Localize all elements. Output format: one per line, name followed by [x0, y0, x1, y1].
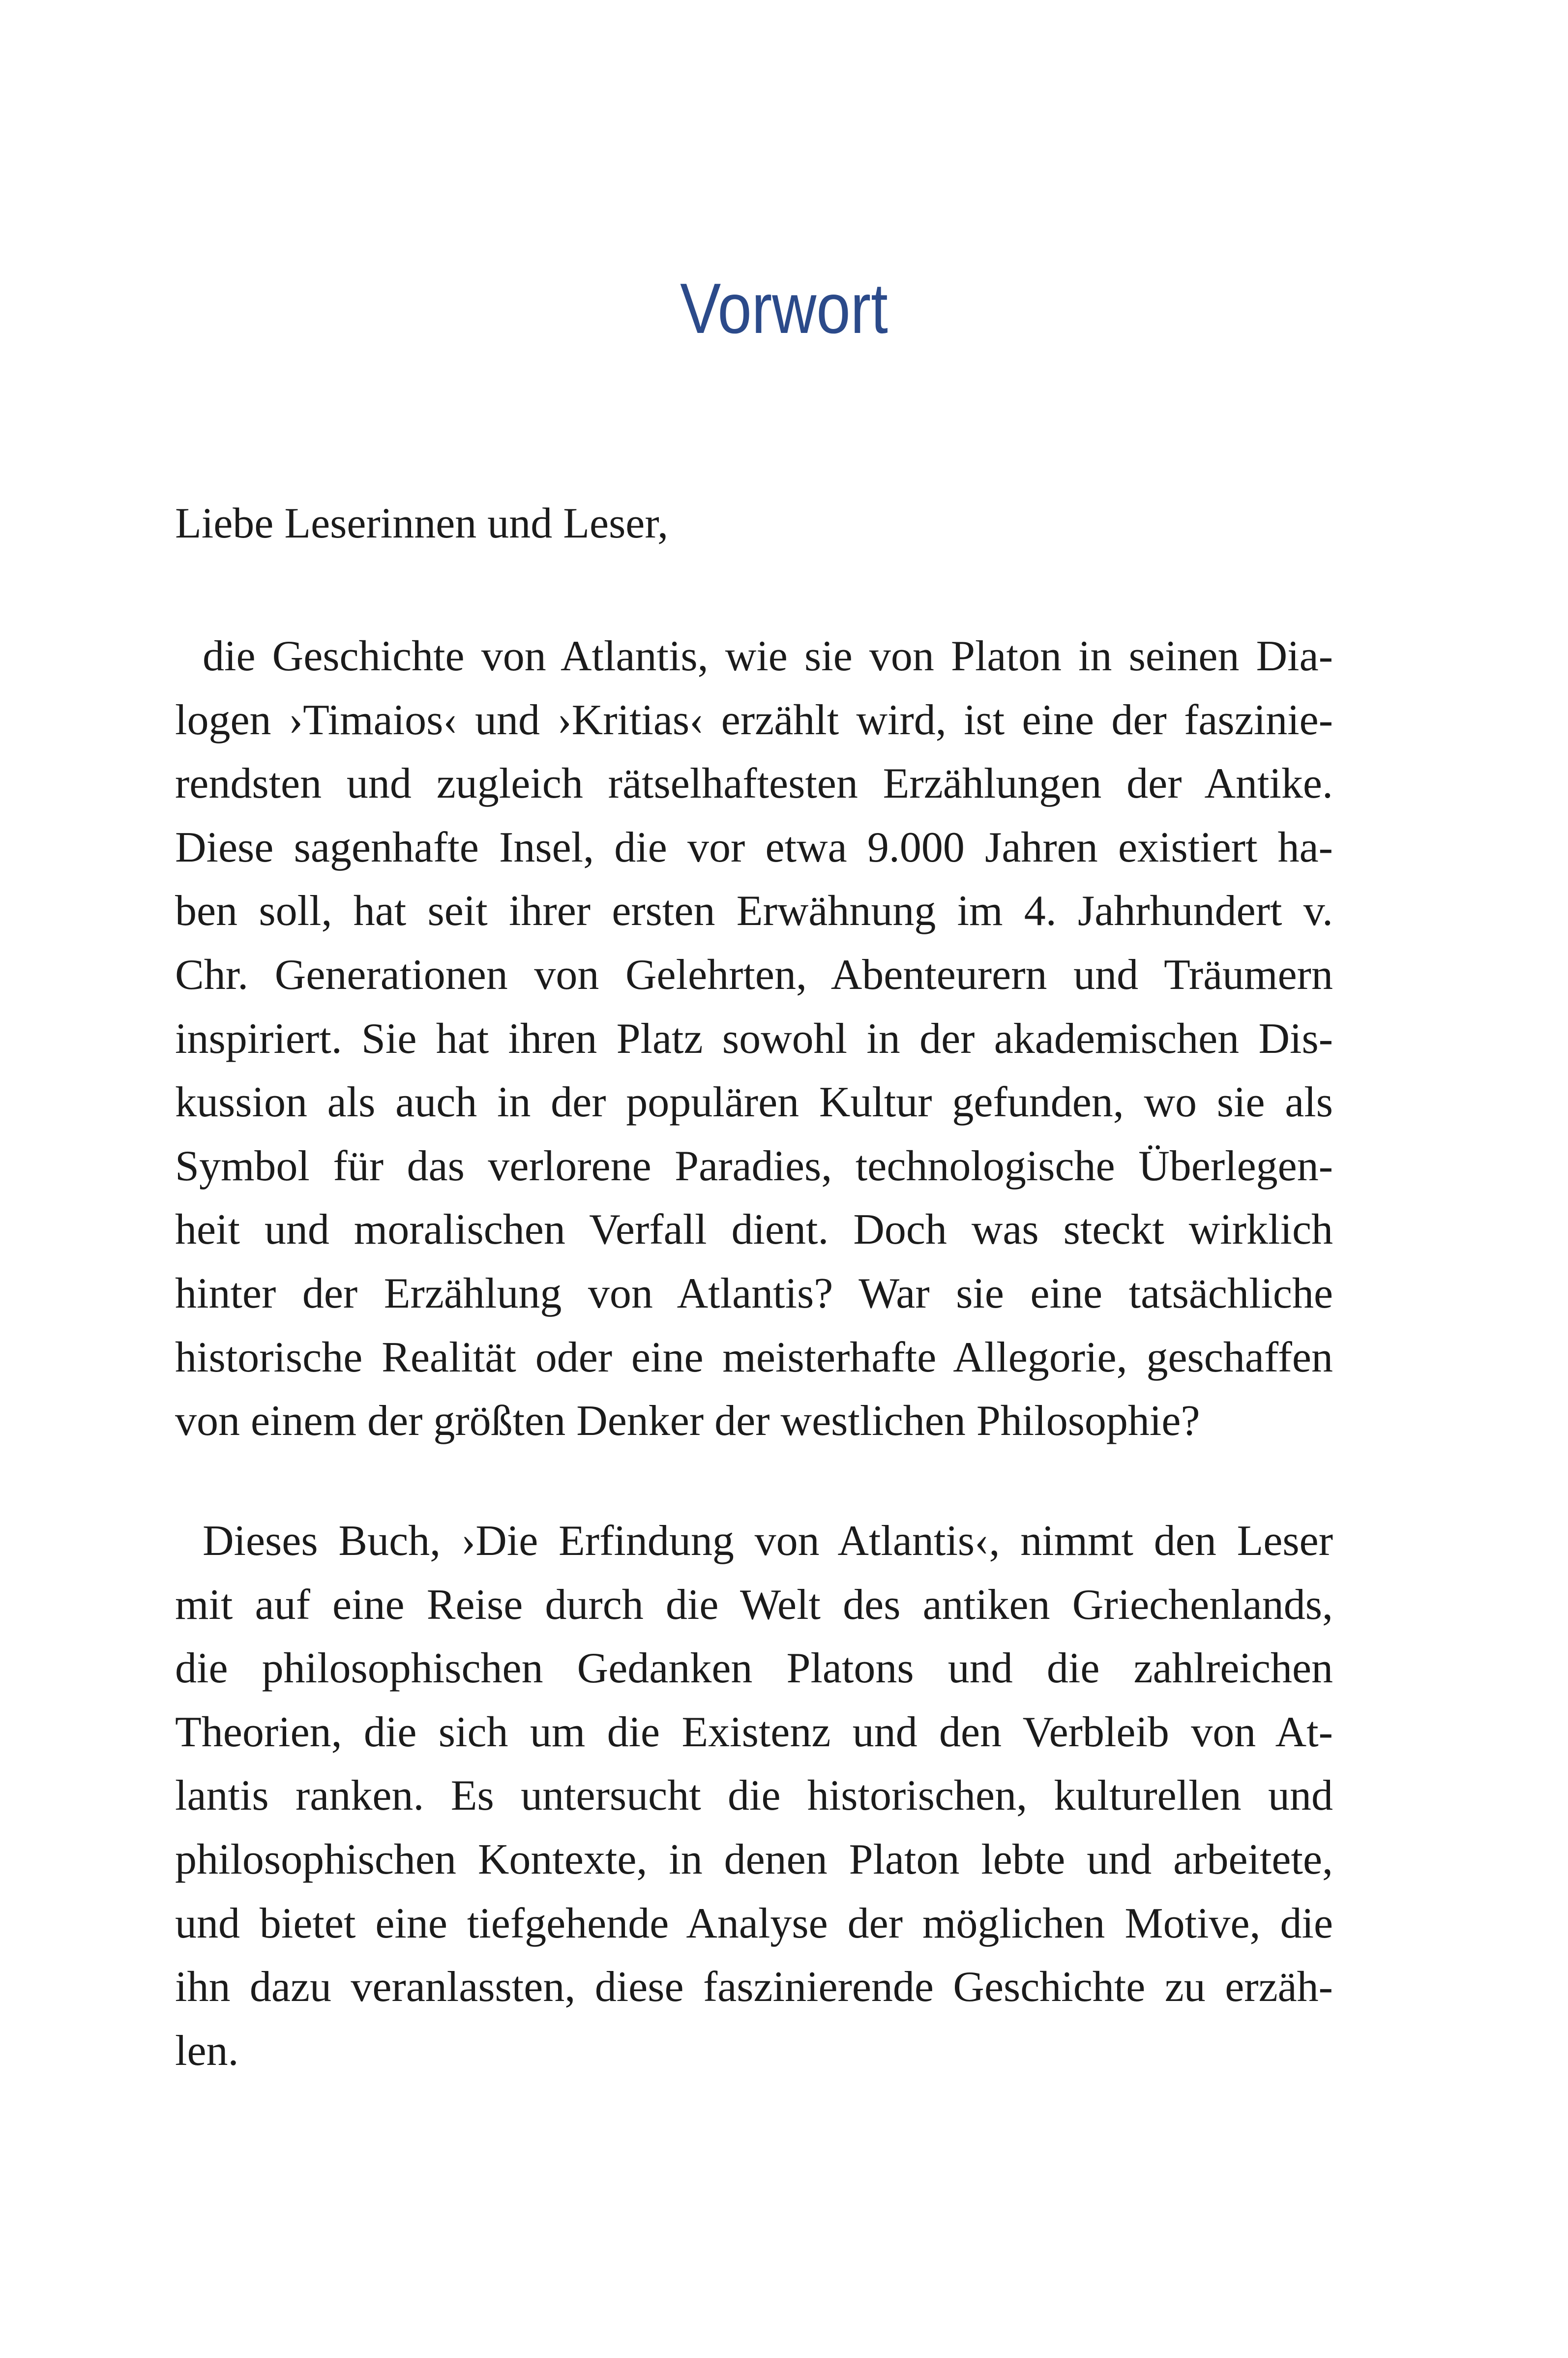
text-line: Dieses Buch, ›Die Erfindung von Atlantis‹, nimmt den Leser [203, 1517, 1333, 1565]
chapter-title: Vorwort [680, 269, 888, 348]
text-line: Symbol für das verlorene Paradies, technologische Überlegen- [175, 1142, 1333, 1190]
text-line: ihn dazu veranlassten, diese faszinierende Geschichte zu erzäh- [175, 1963, 1333, 2011]
text-line: lantis ranken. Es untersucht die historischen, kulturellen und [175, 1772, 1333, 1820]
text-line: philosophischen Kontexte, in denen Platon lebte und arbeitete, [175, 1835, 1333, 1883]
paragraph-1 [175, 625, 1333, 1453]
text-line: heit und moralischen Verfall dient. Doch was steckt wirklich [175, 1206, 1333, 1254]
text-line: von einem der größten Denker der westlichen Philosophie? [175, 1397, 1200, 1445]
text-line: mit auf eine Reise durch die Welt des antiken Griechenlands, [175, 1581, 1333, 1629]
text-line: ben soll, hat seit ihrer ersten Erwähnung im 4. Jahrhundert v. [175, 887, 1333, 935]
text-line: logen ›Timaios‹ und ›Kritias‹ erzählt wird, ist eine der faszinie- [175, 696, 1333, 744]
text-line: hinter der Erzählung von Atlantis? War sie eine tatsächliche [175, 1269, 1333, 1317]
text-line: Diese sagenhafte Insel, die vor etwa 9.000 Jahren existiert ha- [175, 823, 1333, 871]
text-line: Theorien, die sich um die Existenz und den Verbleib von At- [175, 1708, 1333, 1756]
text-line: und bietet eine tiefgehende Analyse der möglichen Motive, die [175, 1899, 1333, 1947]
text-line: die Geschichte von Atlantis, wie sie von Platon in seinen Dia- [203, 632, 1333, 680]
text-line: historische Realität oder eine meisterhafte Allegorie, geschaffen [175, 1333, 1333, 1381]
text-line: rendsten und zugleich rätselhaftesten Erzählungen der Antike. [175, 760, 1333, 808]
text-line: Chr. Generationen von Gelehrten, Abenteurern und Träumern [175, 951, 1333, 999]
text-line: len. [175, 2027, 239, 2075]
paragraph-2 [175, 1509, 1333, 2083]
text-line: die philosophischen Gedanken Platons und die zahlreichen [175, 1644, 1333, 1693]
greeting: Liebe Leserinnen und Leser, [175, 500, 669, 547]
text-line: kussion als auch in der populären Kultur gefunden, wo sie als [175, 1078, 1333, 1127]
text-line: inspiriert. Sie hat ihren Platz sowohl in der akademischen Dis- [175, 1015, 1333, 1063]
